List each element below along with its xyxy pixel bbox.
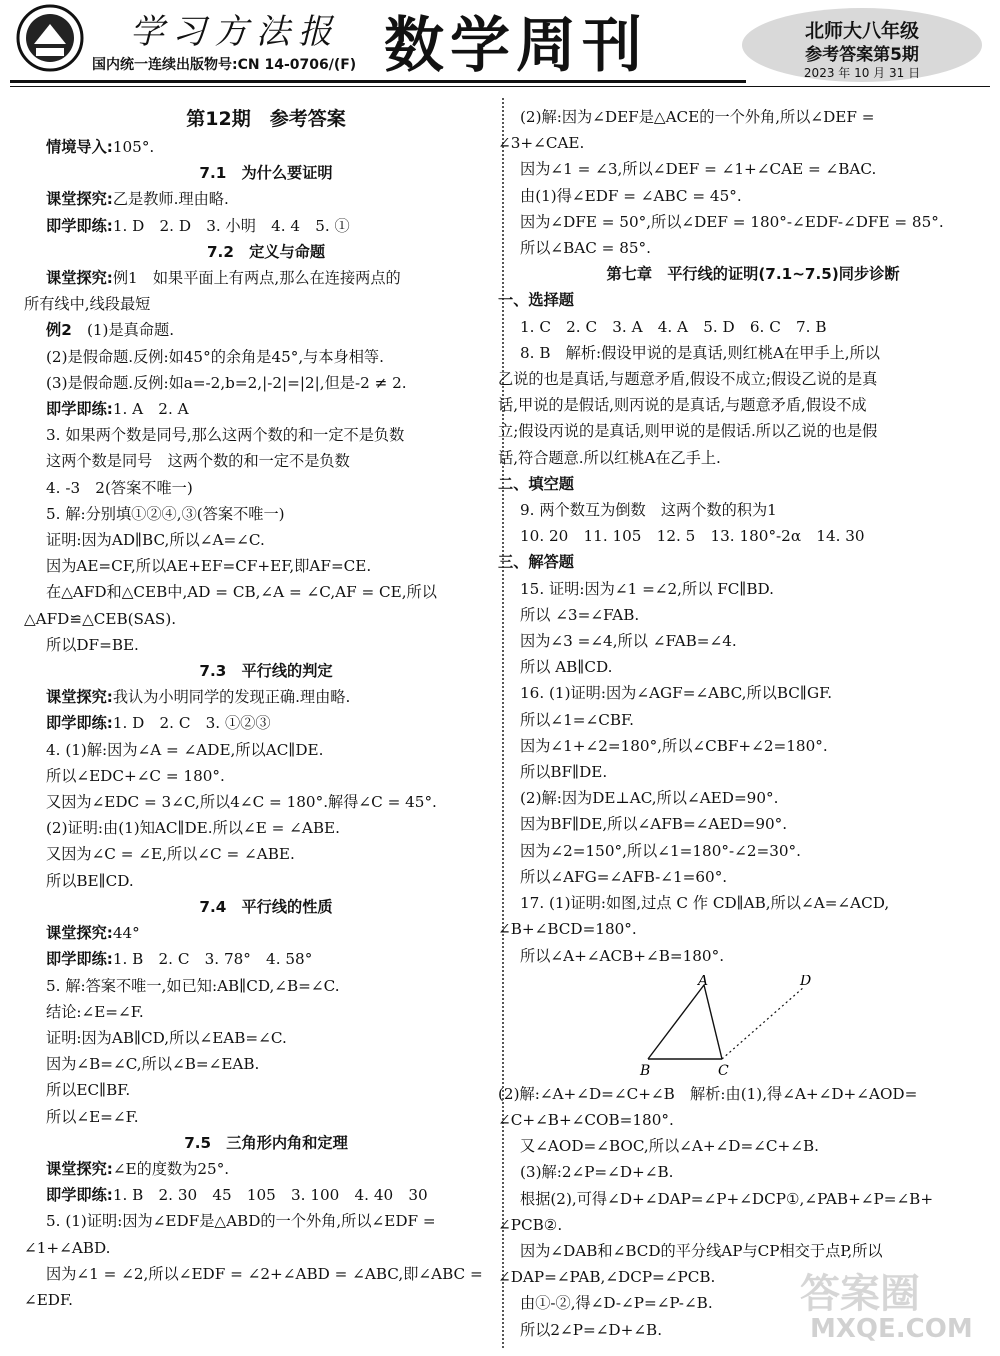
- answer-text: 1. B 2. C 3. 78° 4. 58°: [112, 950, 313, 969]
- answer-text: 在△AFD和△CEB中,AD = CB,∠A = ∠C,AF = CE,所以: [46, 583, 437, 602]
- answer-text: 乙说的也是真话,与题意矛盾,假设不成立;假设乙说的是真: [498, 370, 878, 389]
- header-rule-thin: [10, 86, 990, 87]
- answer-text: 所以DF=BE.: [46, 635, 139, 654]
- answer-text: 结论:∠E=∠F.: [46, 1002, 144, 1021]
- answer-line: [46, 789, 486, 815]
- answer-text: 7.5 三角形内角和定理: [184, 1133, 348, 1152]
- answer-text: ∠C+∠B+∠COB=180°.: [498, 1110, 674, 1129]
- answer-label: 即学即练:: [46, 714, 113, 733]
- answer-line: [520, 235, 986, 261]
- answer-line: [498, 1212, 986, 1238]
- answer-line: [520, 890, 986, 916]
- answer-text: 因为∠DAB和∠BCD的平分线AP与CP相交于点P,所以: [520, 1241, 883, 1260]
- answer-line: [520, 733, 986, 759]
- issue-badge: [742, 8, 982, 82]
- answer-line: [46, 920, 486, 946]
- answer-text: 乙是教师.理由略.: [112, 190, 229, 209]
- section-heading: [46, 239, 486, 265]
- answer-text: 所以∠A+∠ACB+∠B=180°.: [520, 946, 725, 965]
- segment-ac: [704, 985, 722, 1059]
- answer-line: [520, 680, 986, 706]
- segment-cd: [722, 987, 804, 1059]
- answer-line: [46, 763, 486, 789]
- answer-line: [520, 785, 986, 811]
- right-column: [498, 104, 986, 1343]
- answer-line: [520, 104, 986, 130]
- answer-text: 所以2∠P=∠D+∠B.: [520, 1320, 663, 1339]
- answer-text: 由(1)得∠EDF = ∠ABC = 45°.: [520, 186, 742, 205]
- answer-line: [520, 602, 986, 628]
- answer-text: 因为∠2=150°,所以∠1=180°-∠2=30°.: [520, 841, 801, 860]
- answer-text: 又因为∠C = ∠E,所以∠C = ∠ABE.: [46, 845, 295, 864]
- answer-line: [520, 1159, 986, 1185]
- answer-text: 因为∠1 = ∠3,所以∠DEF = ∠1+∠CAE = ∠BAC.: [520, 160, 877, 179]
- answer-text: 一、选择题: [498, 291, 574, 310]
- answer-line: [46, 370, 486, 396]
- answer-line: [520, 314, 986, 340]
- answer-line: [520, 759, 986, 785]
- answer-text: 这两个数是同号 这两个数的和一定不是负数: [46, 452, 350, 471]
- answer-line: [520, 943, 986, 969]
- answer-text: 又因为∠EDC = 3∠C,所以4∠C = 180°.解得∠C = 45°.: [46, 793, 437, 812]
- answer-text: ∠B+∠BCD=180°.: [498, 920, 637, 939]
- answer-text: 所以 ∠3=∠FAB.: [520, 605, 640, 624]
- answer-text: 三、解答题: [498, 553, 574, 572]
- answer-text: 所以∠EDC+∠C = 180°.: [46, 766, 225, 785]
- answer-text: 17. (1)证明:如图,过点 C 作 CD∥AB,所以∠A=∠ACD,: [520, 894, 890, 913]
- answer-text: 证明:因为AD∥BC,所以∠A=∠C.: [46, 531, 265, 550]
- answer-text: 例1 如果平面上有两点,那么在连接两点的: [112, 269, 401, 288]
- answer-text: 7.2 定义与命题: [206, 242, 326, 261]
- answer-line: [520, 576, 986, 602]
- answer-text: (2)解:因为DE⊥AC,所以∠AED=90°.: [520, 789, 779, 808]
- answer-text: 5. 解:分别填①②④,③(答案不唯一): [46, 504, 285, 523]
- answer-text: 所以BE∥CD.: [46, 871, 134, 890]
- answer-text: 因为∠B=∠C,所以∠B=∠EAB.: [46, 1055, 260, 1074]
- answer-text: 8. B 解析:假设甲说的是真话,则红桃A在甲手上,所以: [520, 343, 880, 362]
- answer-line: [520, 1186, 986, 1212]
- answer-text: 1. C 2. C 3. A 4. A 5. D 6. C 7. B: [520, 317, 827, 336]
- answer-line: [46, 186, 486, 212]
- label-d: D: [800, 974, 812, 989]
- issue-label: 参考答案第5期: [805, 45, 919, 65]
- answer-line: [520, 209, 986, 235]
- answer-line: [498, 130, 986, 156]
- answer-line: [520, 523, 986, 549]
- answer-text: (3)是假命题.反例:如a=-2,b=2,|-2|=|2|,但是-2 ≠ 2.: [46, 373, 407, 392]
- answer-line: [46, 973, 486, 999]
- answer-text: (1)是真命题.: [71, 321, 175, 340]
- answer-text: 9. 两个数互为倒数 这两个数的积为1: [520, 501, 777, 520]
- answer-text: 因为∠1 = ∠2,所以∠EDF = ∠2+∠ABD = ∠ABC,即∠ABC =: [46, 1264, 483, 1283]
- answer-line: [46, 868, 486, 894]
- answer-text: 所以EC∥BF.: [46, 1081, 131, 1100]
- label-b: B: [640, 1062, 651, 1079]
- answer-text: ∠E的度数为25°.: [112, 1159, 230, 1178]
- answer-line: [46, 501, 486, 527]
- answer-text: ∠DAP=∠PAB,∠DCP=∠PCB.: [498, 1268, 716, 1287]
- watermark-text: 答案圈: [800, 1271, 920, 1317]
- answer-text: ∠1+∠ABD.: [24, 1238, 111, 1257]
- newspaper-logo-icon: [16, 4, 84, 72]
- answer-line: [46, 317, 486, 343]
- answer-text: 10. 20 11. 105 12. 5 13. 180°-2α 14. 30: [520, 527, 865, 546]
- answer-text: 7.1 为什么要证明: [199, 164, 333, 183]
- watermark-url: MXQE.COM: [810, 1314, 973, 1344]
- answer-text: 我认为小明同学的发现正确.理由略.: [112, 688, 351, 707]
- answer-line: [498, 1081, 986, 1107]
- answer-text: 所以∠BAC = 85°.: [520, 239, 651, 258]
- answer-line: [46, 553, 486, 579]
- answer-line: [520, 811, 986, 837]
- answer-text: ∠3+∠CAE.: [498, 134, 585, 153]
- answer-line: [520, 497, 986, 523]
- answer-line: [46, 946, 486, 972]
- header-rule: [10, 80, 746, 83]
- answer-label: 课堂探究:: [46, 190, 113, 209]
- answer-line: [46, 527, 486, 553]
- label-c: C: [718, 1062, 729, 1079]
- answer-text: 因为BF∥DE,所以∠AFB=∠AED=90°.: [520, 815, 788, 834]
- answer-line: [46, 684, 486, 710]
- answer-line: [520, 183, 986, 209]
- answer-line: [46, 265, 486, 291]
- answer-line: [498, 366, 986, 392]
- answer-line: [46, 213, 486, 239]
- answer-line: [46, 396, 486, 422]
- answer-text: 105°.: [112, 138, 155, 156]
- answer-line: [46, 1104, 486, 1130]
- answer-text: 立;假设丙说的是真话,则甲说的是假话.所以乙说的也是假: [498, 422, 878, 441]
- answer-line: [24, 1235, 486, 1261]
- answer-text: 因为∠DFE = 50°,所以∠DEF = 180°-∠EDF-∠DFE = 85°.: [520, 212, 944, 231]
- answer-label: 即学即练:: [46, 400, 113, 419]
- answer-line: [520, 654, 986, 680]
- answer-line: [46, 632, 486, 658]
- column-divider: [502, 98, 504, 1348]
- answer-line: [520, 707, 986, 733]
- answer-text: 44°: [112, 924, 140, 943]
- answer-line: [498, 916, 986, 942]
- answer-text: 7.4 平行线的性质: [199, 897, 333, 916]
- section-heading: [520, 261, 986, 287]
- answer-line: [46, 737, 486, 763]
- answer-line: [24, 1287, 486, 1313]
- answer-line: [498, 392, 986, 418]
- answer-text: 第七章 平行线的证明(7.1~7.5)同步诊断: [606, 265, 900, 284]
- answer-text: 所以∠1=∠CBF.: [520, 710, 634, 729]
- answer-line: [498, 1107, 986, 1133]
- left-answer-lines: [24, 134, 486, 1313]
- answer-text: 4. -3 2(答案不唯一): [46, 478, 193, 497]
- answer-line: [498, 445, 986, 471]
- answer-text: 所以∠AFG=∠AFB-∠1=60°.: [520, 867, 728, 886]
- answer-text: 1. B 2. 30 45 105 3. 100 4. 40 30: [112, 1186, 428, 1205]
- answer-label: 课堂探究:: [46, 924, 113, 943]
- answer-label: 即学即练:: [46, 950, 113, 969]
- answer-line: [498, 418, 986, 444]
- category-heading: [498, 287, 986, 313]
- answer-line: [46, 475, 486, 501]
- answer-text: (2)是假命题.反例:如45°的余角是45°,与本身相等.: [46, 347, 384, 366]
- answer-line: [46, 815, 486, 841]
- issn-number: 国内统一连续出版物号:CN 14-0706/(F): [92, 57, 357, 73]
- masthead: [0, 0, 1000, 90]
- answer-line: [520, 340, 986, 366]
- answer-text: 因为∠3 =∠4,所以 ∠FAB=∠4.: [520, 632, 737, 651]
- issue-answer-title: 第12期 参考答案: [186, 108, 346, 130]
- answer-line: [46, 1025, 486, 1051]
- answer-line: [24, 606, 486, 632]
- category-heading: [498, 471, 986, 497]
- publication-title: 数学周刊: [384, 11, 648, 81]
- answer-line: [46, 1182, 486, 1208]
- answer-text: (3)解:2∠P=∠D+∠B.: [520, 1163, 674, 1182]
- answer-text: 话,符合题意.所以红桃A在乙手上.: [498, 448, 721, 467]
- answer-line: [520, 864, 986, 890]
- answer-text: ∠EDF.: [24, 1290, 73, 1309]
- answer-text: 因为∠1+∠2=180°,所以∠CBF+∠2=180°.: [520, 736, 828, 755]
- answer-text: 又∠AOD=∠BOC,所以∠A+∠D=∠C+∠B.: [520, 1137, 819, 1156]
- answer-line: [520, 838, 986, 864]
- label-a: A: [698, 974, 709, 989]
- answer-label: 即学即练:: [46, 216, 113, 235]
- answer-text: (2)证明:由(1)知AC∥DE.所以∠E = ∠ABE.: [46, 819, 340, 838]
- answer-line: [24, 291, 486, 317]
- answer-line: [46, 1077, 486, 1103]
- grade-label: 北师大八年级: [804, 20, 919, 42]
- answer-line: [520, 1133, 986, 1159]
- answer-line: [520, 1238, 986, 1264]
- category-heading: [498, 549, 986, 575]
- triangle-figure: [630, 975, 830, 1081]
- answer-line: [46, 579, 486, 605]
- answer-line: [46, 1208, 486, 1234]
- answer-line: [520, 156, 986, 182]
- section-heading: [46, 894, 486, 920]
- answer-text: 15. 证明:因为∠1 =∠2,所以 FC∥BD.: [520, 579, 775, 598]
- answer-label: 课堂探究:: [46, 688, 113, 707]
- answer-line: [46, 134, 486, 160]
- answer-text: 4. (1)解:因为∠A = ∠ADE,所以AC∥DE.: [46, 740, 324, 759]
- answer-text: △AFD≌△CEB(SAS).: [24, 609, 177, 628]
- answer-label: 情境导入:: [46, 138, 113, 156]
- section-heading: [46, 160, 486, 186]
- segment-ab: [648, 985, 704, 1059]
- answer-text: 所以BF∥DE.: [520, 763, 608, 782]
- answer-text: 16. (1)证明:因为∠AGF=∠ABC,所以BC∥GF.: [520, 684, 833, 703]
- answer-label: 即学即练:: [46, 1186, 113, 1205]
- answer-text: 5. 解:答案不唯一,如已知:AB∥CD,∠B=∠C.: [46, 976, 340, 995]
- section-heading: [46, 1130, 486, 1156]
- answer-label: 课堂探究:: [46, 1159, 113, 1178]
- answer-text: 3. 如果两个数是同号,那么这两个数的和一定不是负数: [46, 426, 405, 445]
- answer-text: 1. D 2. D 3. 小明 4. 4 5. ①: [112, 216, 350, 235]
- answer-text: 二、填空题: [498, 474, 574, 493]
- answer-text: (2)解:因为∠DEF是△ACE的一个外角,所以∠DEF =: [520, 108, 875, 126]
- answer-line: [46, 999, 486, 1025]
- right-answer-lines-a: [498, 104, 986, 969]
- answer-text: 所以 AB∥CD.: [520, 658, 613, 677]
- answer-text: 5. (1)证明:因为∠EDF是△ABD的一个外角,所以∠EDF =: [46, 1212, 436, 1231]
- answer-text: 7.3 平行线的判定: [199, 662, 333, 681]
- answer-line: [46, 1261, 486, 1287]
- answer-text: ∠PCB②.: [498, 1215, 563, 1234]
- answer-line: [46, 448, 486, 474]
- section-heading: [46, 658, 486, 684]
- answer-text: 根据(2),可得∠D+∠DAP=∠P+∠DCP①,∠PAB+∠P=∠B+: [520, 1189, 934, 1208]
- left-column: [24, 104, 486, 1313]
- answer-text: 证明:因为AB∥CD,所以∠EAB=∠C.: [46, 1028, 287, 1047]
- answer-text: 1. A 2. A: [112, 400, 189, 419]
- answer-line: [46, 1051, 486, 1077]
- answer-text: 因为AE=CF,所以AE+EF=CF+EF,即AF=CE.: [46, 557, 372, 576]
- answer-line: [46, 1156, 486, 1182]
- answer-line: [46, 422, 486, 448]
- answer-text: 由①-②,得∠D-∠P=∠P-∠B.: [520, 1294, 713, 1313]
- issue-date: 2023 年 10 月 31 日: [803, 66, 921, 80]
- site-watermark: [800, 1262, 990, 1348]
- answer-text: 所有线中,线段最短: [24, 295, 151, 314]
- answer-label: 课堂探究:: [46, 269, 113, 288]
- answer-text: (2)解:∠A+∠D=∠C+∠B 解析:由(1),得∠A+∠D+∠AOD=: [498, 1084, 918, 1103]
- answer-line: [520, 628, 986, 654]
- paper-name: 学习方法报: [130, 12, 340, 52]
- answer-text: 1. D 2. C 3. ①②③: [112, 714, 271, 733]
- answer-line: [46, 710, 486, 736]
- answer-line: [46, 344, 486, 370]
- answer-line: [46, 841, 486, 867]
- answer-text: 所以∠E=∠F.: [46, 1107, 139, 1126]
- answer-text: 话,甲说的是假话,则丙说的是真话,与题意矛盾,假设不成: [498, 396, 867, 415]
- answer-label: 例2: [46, 321, 72, 340]
